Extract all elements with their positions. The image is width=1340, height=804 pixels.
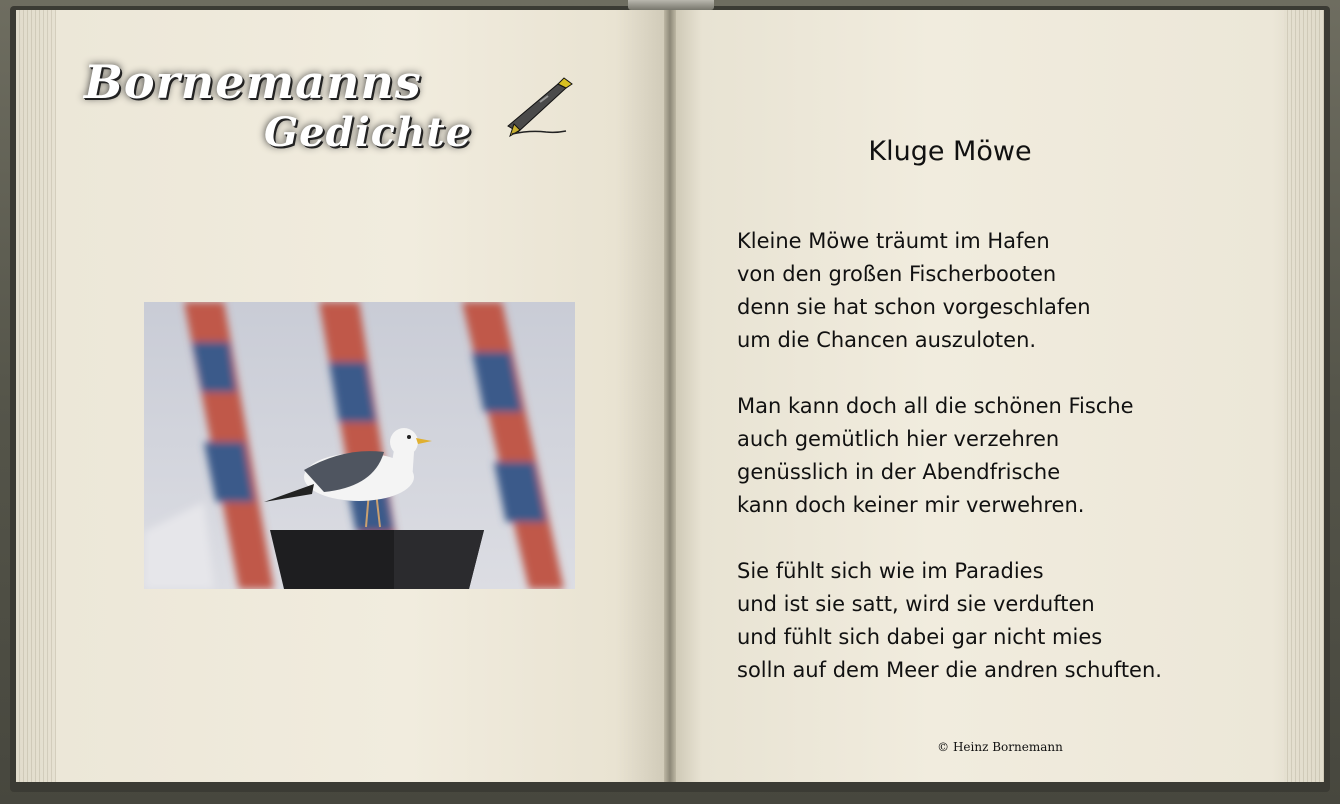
logo-line-1: Bornemanns	[84, 55, 422, 109]
poem-line: auch gemütlich hier verzehren	[737, 427, 1060, 451]
poem-line: und fühlt sich dabei gar nicht mies	[737, 625, 1103, 649]
book-spine	[664, 10, 676, 782]
poem-line: Man kann doch all die schönen Fische	[737, 394, 1134, 418]
site-logo[interactable]	[80, 55, 500, 165]
poem-line: Sie fühlt sich wie im Paradies	[737, 559, 1044, 583]
poem-line: denn sie hat schon vorgeschlafen	[737, 295, 1091, 319]
poem-line: genüsslich in der Abendfrische	[737, 460, 1061, 484]
poem-line: solln auf dem Meer die andren schuften.	[737, 658, 1162, 682]
poem-line: und ist sie satt, wird sie verduften	[737, 592, 1095, 616]
poem-line: kann doch keiner mir verwehren.	[737, 493, 1085, 517]
poem-body	[737, 225, 1297, 720]
poem-line: von den großen Fischerbooten	[737, 262, 1057, 286]
poem-title: Kluge Möwe	[868, 136, 1032, 167]
copyright-notice: © Heinz Bornemann	[937, 740, 1063, 754]
seagull-photo	[144, 302, 575, 589]
poem-stanza	[737, 555, 1297, 687]
logo-line-2: Gedichte	[264, 109, 473, 156]
poem-stanza	[737, 390, 1297, 522]
poem-stanza	[737, 225, 1297, 357]
poem-line: um die Chancen auszuloten.	[737, 328, 1037, 352]
left-page-edges	[16, 10, 56, 782]
fountain-pen-icon	[500, 74, 576, 138]
book-clasp	[628, 0, 714, 10]
poem-line: Kleine Möwe träumt im Hafen	[737, 229, 1050, 253]
